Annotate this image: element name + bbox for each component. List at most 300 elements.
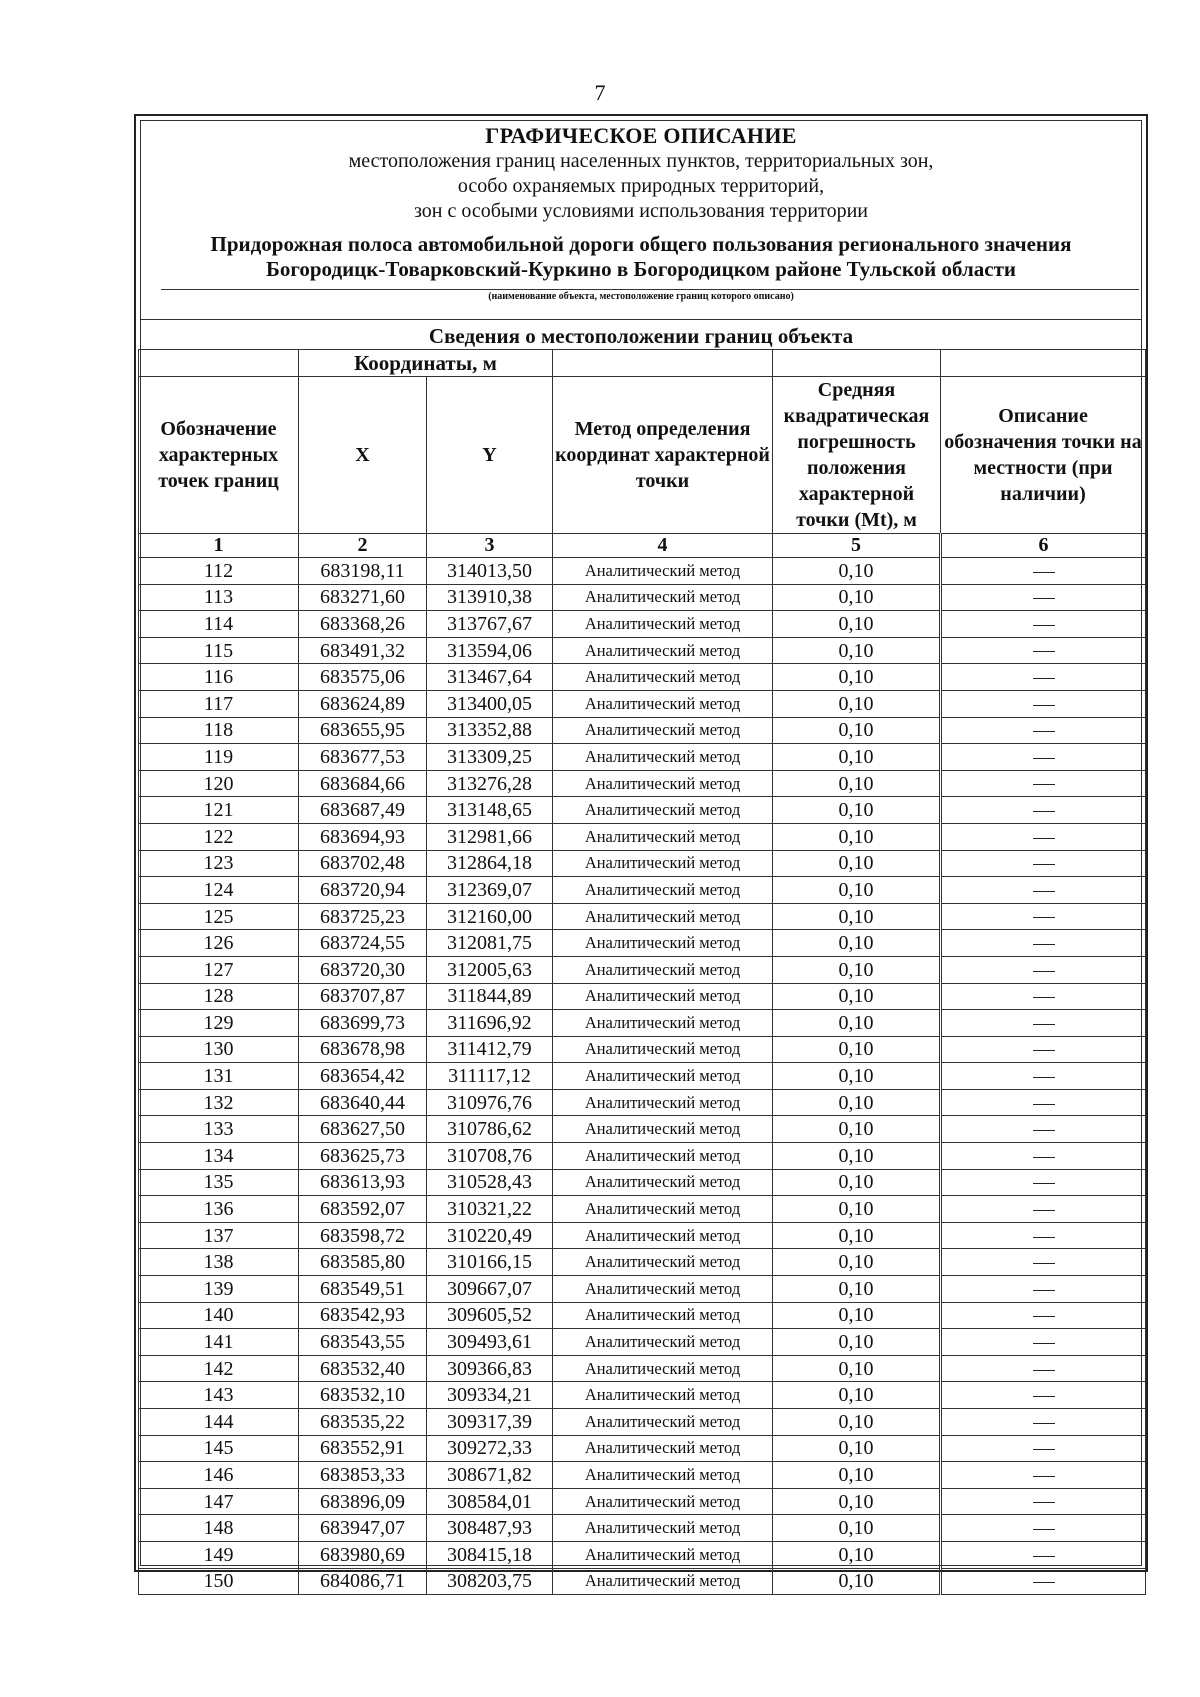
table-row xyxy=(139,956,1146,983)
group-header-empty xyxy=(773,350,941,377)
point-cell: 138 xyxy=(139,1249,299,1276)
method-cell: Аналитический метод xyxy=(553,1515,773,1542)
description-cell xyxy=(941,558,1146,585)
method-cell: Аналитический метод xyxy=(553,1222,773,1249)
table-row xyxy=(139,1010,1146,1037)
description-cell xyxy=(941,690,1146,717)
error-cell: 0,10 xyxy=(773,1116,941,1143)
table-row xyxy=(139,584,1146,611)
error-cell: 0,10 xyxy=(773,1355,941,1382)
error-cell: 0,10 xyxy=(773,823,941,850)
point-cell: 124 xyxy=(139,877,299,904)
y-cell: 310166,15 xyxy=(427,1249,553,1276)
description-cell xyxy=(941,1276,1146,1303)
x-cell: 683585,80 xyxy=(299,1249,427,1276)
error-cell: 0,10 xyxy=(773,1143,941,1170)
method-cell: Аналитический метод xyxy=(553,823,773,850)
y-cell: 313352,88 xyxy=(427,717,553,744)
table-row xyxy=(139,1143,1146,1170)
method-cell: Аналитический метод xyxy=(553,717,773,744)
point-cell: 125 xyxy=(139,903,299,930)
x-cell: 683198,11 xyxy=(299,558,427,585)
description-cell xyxy=(941,1488,1146,1515)
y-cell: 309317,39 xyxy=(427,1409,553,1436)
error-cell: 0,10 xyxy=(773,903,941,930)
method-cell: Аналитический метод xyxy=(553,1116,773,1143)
description-cell xyxy=(941,903,1146,930)
y-cell: 308487,93 xyxy=(427,1515,553,1542)
x-cell: 683625,73 xyxy=(299,1143,427,1170)
point-cell: 127 xyxy=(139,956,299,983)
y-cell: 308203,75 xyxy=(427,1568,553,1595)
description-cell xyxy=(941,1409,1146,1436)
y-cell: 308671,82 xyxy=(427,1462,553,1489)
point-cell: 141 xyxy=(139,1329,299,1356)
y-cell: 314013,50 xyxy=(427,558,553,585)
error-cell: 0,10 xyxy=(773,744,941,771)
group-header-empty xyxy=(139,350,299,377)
error-cell: 0,10 xyxy=(773,1089,941,1116)
dash-mark xyxy=(1033,1024,1055,1025)
y-cell: 312160,00 xyxy=(427,903,553,930)
point-cell: 117 xyxy=(139,690,299,717)
dash-mark xyxy=(1033,891,1055,892)
error-cell: 0,10 xyxy=(773,584,941,611)
x-cell: 683491,32 xyxy=(299,637,427,664)
point-cell: 128 xyxy=(139,983,299,1010)
col-number: 1 xyxy=(139,534,299,558)
error-cell: 0,10 xyxy=(773,1541,941,1568)
description-cell xyxy=(941,770,1146,797)
point-cell: 118 xyxy=(139,717,299,744)
point-cell: 133 xyxy=(139,1116,299,1143)
method-cell: Аналитический метод xyxy=(553,956,773,983)
point-cell: 142 xyxy=(139,1355,299,1382)
description-cell xyxy=(941,956,1146,983)
table-row xyxy=(139,823,1146,850)
method-cell: Аналитический метод xyxy=(553,611,773,638)
dash-mark xyxy=(1033,1502,1055,1503)
error-cell: 0,10 xyxy=(773,850,941,877)
dash-mark xyxy=(1033,997,1055,998)
description-cell xyxy=(941,850,1146,877)
coordinates-table xyxy=(138,349,1146,1595)
point-cell: 150 xyxy=(139,1568,299,1595)
table-row xyxy=(139,1196,1146,1223)
description-cell xyxy=(941,1010,1146,1037)
y-cell: 313309,25 xyxy=(427,744,553,771)
document-frame xyxy=(134,114,1148,1593)
table-row xyxy=(139,1382,1146,1409)
point-cell: 149 xyxy=(139,1541,299,1568)
method-cell: Аналитический метод xyxy=(553,1435,773,1462)
x-cell: 683627,50 xyxy=(299,1116,427,1143)
error-cell: 0,10 xyxy=(773,611,941,638)
y-cell: 310528,43 xyxy=(427,1169,553,1196)
method-cell: Аналитический метод xyxy=(553,690,773,717)
method-cell: Аналитический метод xyxy=(553,1169,773,1196)
point-cell: 136 xyxy=(139,1196,299,1223)
method-cell: Аналитический метод xyxy=(553,637,773,664)
x-cell: 683549,51 xyxy=(299,1276,427,1303)
description-cell xyxy=(941,1515,1146,1542)
x-cell: 683532,40 xyxy=(299,1355,427,1382)
point-cell: 114 xyxy=(139,611,299,638)
table-row xyxy=(139,1488,1146,1515)
point-cell: 139 xyxy=(139,1276,299,1303)
x-cell: 683624,89 xyxy=(299,690,427,717)
document-title: ГРАФИЧЕСКОЕ ОПИСАНИЕ xyxy=(485,123,797,148)
y-cell: 310786,62 xyxy=(427,1116,553,1143)
y-cell: 311412,79 xyxy=(427,1036,553,1063)
error-cell: 0,10 xyxy=(773,637,941,664)
error-cell: 0,10 xyxy=(773,1409,941,1436)
method-cell: Аналитический метод xyxy=(553,1089,773,1116)
x-cell: 683575,06 xyxy=(299,664,427,691)
x-cell: 683535,22 xyxy=(299,1409,427,1436)
column-number-row xyxy=(139,534,1146,558)
x-cell: 683271,60 xyxy=(299,584,427,611)
method-cell: Аналитический метод xyxy=(553,1541,773,1568)
description-cell xyxy=(941,1143,1146,1170)
description-cell xyxy=(941,1036,1146,1063)
method-cell: Аналитический метод xyxy=(553,584,773,611)
method-cell: Аналитический метод xyxy=(553,877,773,904)
error-cell: 0,10 xyxy=(773,1010,941,1037)
y-cell: 313400,05 xyxy=(427,690,553,717)
x-cell: 683678,98 xyxy=(299,1036,427,1063)
description-cell xyxy=(941,717,1146,744)
x-cell: 683598,72 xyxy=(299,1222,427,1249)
col-header-point: Обозначение характерных точек границ xyxy=(139,377,299,534)
dash-mark xyxy=(1033,625,1055,626)
dash-mark xyxy=(1033,1050,1055,1051)
description-cell xyxy=(941,1355,1146,1382)
y-cell: 313148,65 xyxy=(427,797,553,824)
col-number: 3 xyxy=(427,534,553,558)
table-row xyxy=(139,1249,1146,1276)
description-cell xyxy=(941,823,1146,850)
dash-mark xyxy=(1033,838,1055,839)
y-cell: 313467,64 xyxy=(427,664,553,691)
error-cell: 0,10 xyxy=(773,1462,941,1489)
method-cell: Аналитический метод xyxy=(553,1409,773,1436)
x-cell: 683543,55 xyxy=(299,1329,427,1356)
point-cell: 119 xyxy=(139,744,299,771)
col-header-error: Средняя квадратическая погрешность положения характерной точки (Mt), м xyxy=(773,377,941,534)
table-row xyxy=(139,744,1146,771)
method-cell: Аналитический метод xyxy=(553,1196,773,1223)
error-cell: 0,10 xyxy=(773,797,941,824)
section-title: Сведения о местоположении границ объекта xyxy=(428,324,854,348)
col-header-method: Метод определения координат характерной точки xyxy=(553,377,773,534)
dash-mark xyxy=(1033,944,1055,945)
dash-mark xyxy=(1033,1396,1055,1397)
description-cell xyxy=(941,1116,1146,1143)
y-cell: 311696,92 xyxy=(427,1010,553,1037)
y-cell: 310220,49 xyxy=(427,1222,553,1249)
error-cell: 0,10 xyxy=(773,770,941,797)
table-row xyxy=(139,1302,1146,1329)
point-cell: 135 xyxy=(139,1169,299,1196)
x-cell: 683725,23 xyxy=(299,903,427,930)
method-cell: Аналитический метод xyxy=(553,1329,773,1356)
error-cell: 0,10 xyxy=(773,956,941,983)
y-cell: 312864,18 xyxy=(427,850,553,877)
method-cell: Аналитический метод xyxy=(553,1568,773,1595)
point-cell: 147 xyxy=(139,1488,299,1515)
dash-mark xyxy=(1033,1077,1055,1078)
error-cell: 0,10 xyxy=(773,1196,941,1223)
y-cell: 310708,76 xyxy=(427,1143,553,1170)
x-cell: 683687,49 xyxy=(299,797,427,824)
subtitle-line: местоположения границ населенных пунктов, территориальных зон, xyxy=(348,150,934,172)
x-cell: 683368,26 xyxy=(299,611,427,638)
table-group-header-row xyxy=(139,350,1146,377)
dash-mark xyxy=(1033,1449,1055,1450)
point-cell: 140 xyxy=(139,1302,299,1329)
error-cell: 0,10 xyxy=(773,1515,941,1542)
table-row xyxy=(139,1116,1146,1143)
table-row xyxy=(139,1541,1146,1568)
dash-mark xyxy=(1033,1104,1055,1105)
table-row xyxy=(139,637,1146,664)
table-row xyxy=(139,1568,1146,1595)
subtitle-line: особо охраняемых природных территорий, xyxy=(457,175,825,197)
dash-mark xyxy=(1033,1183,1055,1184)
point-cell: 137 xyxy=(139,1222,299,1249)
table-row xyxy=(139,1169,1146,1196)
y-cell: 311117,12 xyxy=(427,1063,553,1090)
dash-mark xyxy=(1033,598,1055,599)
method-cell: Аналитический метод xyxy=(553,1063,773,1090)
description-cell xyxy=(941,1302,1146,1329)
error-cell: 0,10 xyxy=(773,1036,941,1063)
method-cell: Аналитический метод xyxy=(553,1249,773,1276)
method-cell: Аналитический метод xyxy=(553,1010,773,1037)
description-cell xyxy=(941,1435,1146,1462)
dash-mark xyxy=(1033,1476,1055,1477)
dash-mark xyxy=(1033,678,1055,679)
y-cell: 310976,76 xyxy=(427,1089,553,1116)
y-cell: 312005,63 xyxy=(427,956,553,983)
y-cell: 309334,21 xyxy=(427,1382,553,1409)
description-cell xyxy=(941,930,1146,957)
error-cell: 0,10 xyxy=(773,1063,941,1090)
point-cell: 126 xyxy=(139,930,299,957)
table-row xyxy=(139,664,1146,691)
y-cell: 309272,33 xyxy=(427,1435,553,1462)
dash-mark xyxy=(1033,705,1055,706)
error-cell: 0,10 xyxy=(773,1222,941,1249)
point-cell: 145 xyxy=(139,1435,299,1462)
error-cell: 0,10 xyxy=(773,1276,941,1303)
object-name-underline xyxy=(161,289,1139,290)
y-cell: 313594,06 xyxy=(427,637,553,664)
description-cell xyxy=(941,1541,1146,1568)
error-cell: 0,10 xyxy=(773,1382,941,1409)
y-cell: 309366,83 xyxy=(427,1355,553,1382)
y-cell: 313767,67 xyxy=(427,611,553,638)
x-cell: 683655,95 xyxy=(299,717,427,744)
dash-mark xyxy=(1033,917,1055,918)
table-row xyxy=(139,1063,1146,1090)
table-row xyxy=(139,1276,1146,1303)
dash-mark xyxy=(1033,864,1055,865)
y-cell: 313910,38 xyxy=(427,584,553,611)
col-number: 5 xyxy=(773,534,941,558)
error-cell: 0,10 xyxy=(773,1329,941,1356)
x-cell: 683592,07 xyxy=(299,1196,427,1223)
x-cell: 683532,10 xyxy=(299,1382,427,1409)
point-cell: 130 xyxy=(139,1036,299,1063)
point-cell: 143 xyxy=(139,1382,299,1409)
x-cell: 683896,09 xyxy=(299,1488,427,1515)
description-cell xyxy=(941,1222,1146,1249)
document-header xyxy=(141,121,1141,282)
table-row xyxy=(139,1515,1146,1542)
description-cell xyxy=(941,1063,1146,1090)
dash-mark xyxy=(1033,1556,1055,1557)
point-cell: 129 xyxy=(139,1010,299,1037)
table-row xyxy=(139,1462,1146,1489)
table-row xyxy=(139,611,1146,638)
method-cell: Аналитический метод xyxy=(553,797,773,824)
table-row xyxy=(139,877,1146,904)
point-cell: 144 xyxy=(139,1409,299,1436)
section-divider xyxy=(141,319,1141,320)
col-header-y: Y xyxy=(427,377,553,534)
dash-mark xyxy=(1033,1263,1055,1264)
table-header-row xyxy=(139,377,1146,534)
method-cell: Аналитический метод xyxy=(553,1488,773,1515)
table-row xyxy=(139,903,1146,930)
y-cell: 309605,52 xyxy=(427,1302,553,1329)
description-cell xyxy=(941,1249,1146,1276)
point-cell: 115 xyxy=(139,637,299,664)
method-cell: Аналитический метод xyxy=(553,1382,773,1409)
error-cell: 0,10 xyxy=(773,717,941,744)
point-cell: 120 xyxy=(139,770,299,797)
point-cell: 146 xyxy=(139,1462,299,1489)
table-row xyxy=(139,850,1146,877)
y-cell: 312081,75 xyxy=(427,930,553,957)
x-cell: 683853,33 xyxy=(299,1462,427,1489)
object-name-line: Придорожная полоса автомобильной дороги общего пользования регионального значения xyxy=(210,232,1072,256)
description-cell xyxy=(941,1196,1146,1223)
dash-mark xyxy=(1033,731,1055,732)
table-row xyxy=(139,1355,1146,1382)
method-cell: Аналитический метод xyxy=(553,664,773,691)
x-cell: 683699,73 xyxy=(299,1010,427,1037)
page-number: 7 xyxy=(594,80,606,105)
x-cell: 683542,93 xyxy=(299,1302,427,1329)
point-cell: 113 xyxy=(139,584,299,611)
x-cell: 683702,48 xyxy=(299,850,427,877)
y-cell: 308415,18 xyxy=(427,1541,553,1568)
object-caption: (наименование объекта, местоположение границ которого описано) xyxy=(488,291,794,302)
description-cell xyxy=(941,1462,1146,1489)
x-cell: 683684,66 xyxy=(299,770,427,797)
description-cell xyxy=(941,877,1146,904)
error-cell: 0,10 xyxy=(773,690,941,717)
dash-mark xyxy=(1033,1423,1055,1424)
y-cell: 312369,07 xyxy=(427,877,553,904)
error-cell: 0,10 xyxy=(773,1249,941,1276)
point-cell: 116 xyxy=(139,664,299,691)
col-header-x: X xyxy=(299,377,427,534)
table-row xyxy=(139,558,1146,585)
dash-mark xyxy=(1033,811,1055,812)
dash-mark xyxy=(1033,572,1055,573)
x-cell: 683720,30 xyxy=(299,956,427,983)
y-cell: 311844,89 xyxy=(427,983,553,1010)
group-header-empty xyxy=(553,350,773,377)
point-cell: 121 xyxy=(139,797,299,824)
error-cell: 0,10 xyxy=(773,1488,941,1515)
point-cell: 123 xyxy=(139,850,299,877)
point-cell: 134 xyxy=(139,1143,299,1170)
x-cell: 683694,93 xyxy=(299,823,427,850)
x-cell: 683980,69 xyxy=(299,1541,427,1568)
col-number: 2 xyxy=(299,534,427,558)
col-number: 6 xyxy=(941,534,1146,558)
dash-mark xyxy=(1033,758,1055,759)
table-row xyxy=(139,1036,1146,1063)
dash-mark xyxy=(1033,1316,1055,1317)
description-cell xyxy=(941,1169,1146,1196)
table-row xyxy=(139,717,1146,744)
error-cell: 0,10 xyxy=(773,877,941,904)
error-cell: 0,10 xyxy=(773,1302,941,1329)
subtitle-line: зон с особыми условиями использования территории xyxy=(413,200,869,222)
table-row xyxy=(139,930,1146,957)
description-cell xyxy=(941,744,1146,771)
col-header-description: Описание обозначения точки на местности (при наличии) xyxy=(941,377,1146,534)
description-cell xyxy=(941,1329,1146,1356)
table-row xyxy=(139,1435,1146,1462)
dash-mark xyxy=(1033,1157,1055,1158)
x-cell: 683552,91 xyxy=(299,1435,427,1462)
y-cell: 312981,66 xyxy=(427,823,553,850)
method-cell: Аналитический метод xyxy=(553,1276,773,1303)
x-cell: 683724,55 xyxy=(299,930,427,957)
table-body xyxy=(139,558,1146,1595)
description-cell xyxy=(941,1568,1146,1595)
point-cell: 112 xyxy=(139,558,299,585)
description-cell xyxy=(941,611,1146,638)
x-cell: 684086,71 xyxy=(299,1568,427,1595)
error-cell: 0,10 xyxy=(773,1568,941,1595)
x-cell: 683720,94 xyxy=(299,877,427,904)
dash-mark xyxy=(1033,1130,1055,1131)
method-cell: Аналитический метод xyxy=(553,1036,773,1063)
dash-mark xyxy=(1033,1290,1055,1291)
method-cell: Аналитический метод xyxy=(553,1302,773,1329)
point-cell: 122 xyxy=(139,823,299,850)
group-header-empty xyxy=(941,350,1146,377)
dash-mark xyxy=(1033,784,1055,785)
point-cell: 148 xyxy=(139,1515,299,1542)
object-name-line: Богородицк-Товарковский-Куркино в Богородицком районе Тульской области xyxy=(265,257,1016,281)
dash-mark xyxy=(1033,1370,1055,1371)
y-cell: 309667,07 xyxy=(427,1276,553,1303)
method-cell: Аналитический метод xyxy=(553,850,773,877)
x-cell: 683654,42 xyxy=(299,1063,427,1090)
x-cell: 683640,44 xyxy=(299,1089,427,1116)
description-cell xyxy=(941,983,1146,1010)
method-cell: Аналитический метод xyxy=(553,1355,773,1382)
